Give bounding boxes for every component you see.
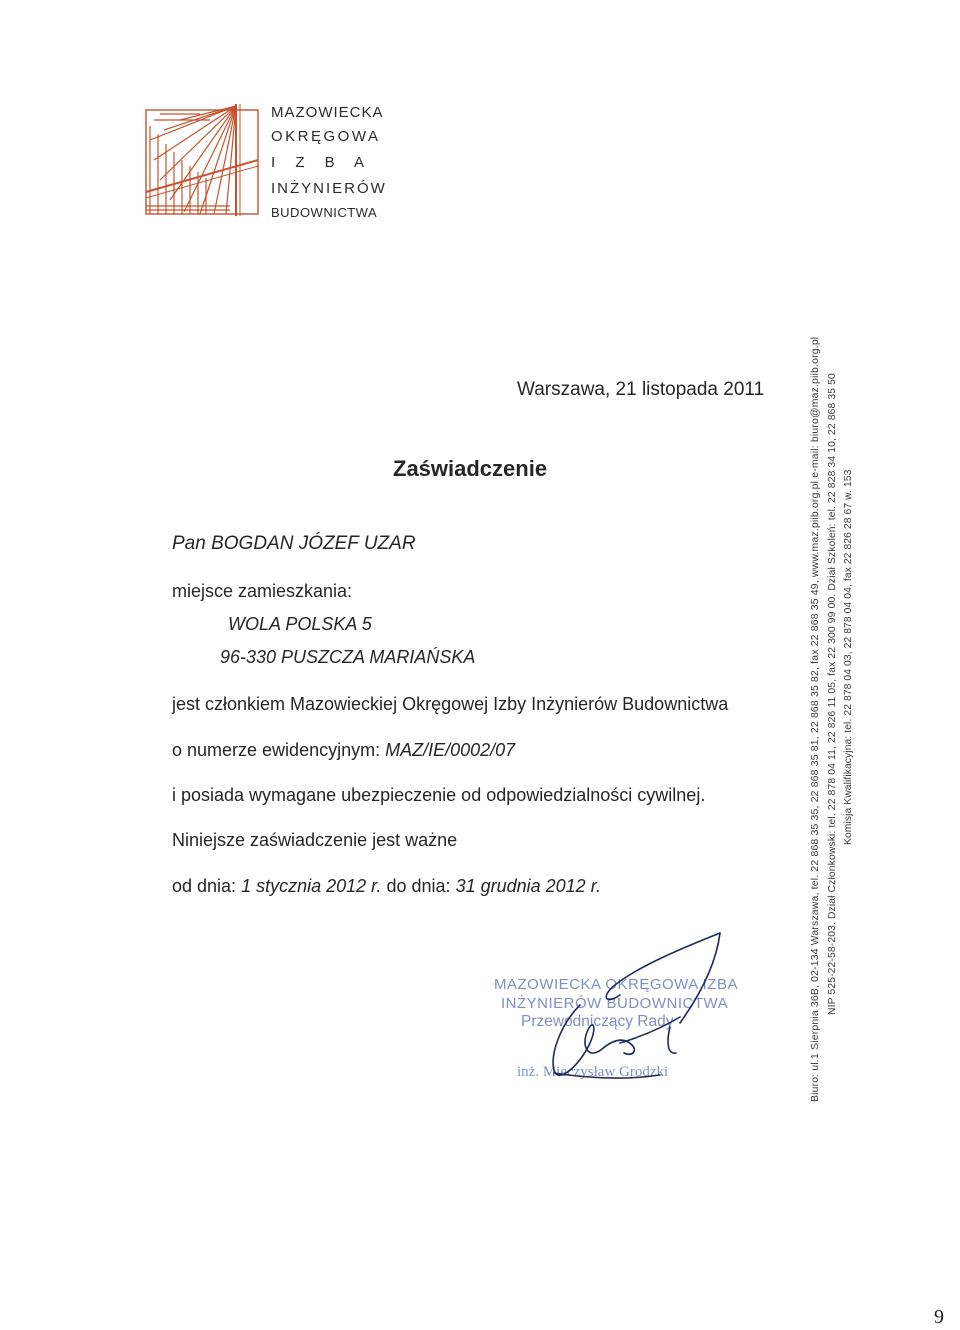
insurance-text: i posiada wymagane ubezpieczenie od odpowiedzialności cywilnej. — [172, 785, 706, 805]
document-title: Zaświadczenie — [393, 456, 548, 481]
from-prefix: od dnia: — [172, 876, 237, 896]
footer-tax-info: NIP 525-22-58-203. Dział Członkowski: tel. 22 878 04 11, 22 826 11 05, fax 22 300 99 00. Dział Szkoleń: tel. 22 828 34 10, 22 868 35 50 — [827, 373, 838, 1015]
to-prefix: do dnia: — [386, 876, 451, 896]
place-date: Warszawa, 21 listopada 2011 — [517, 379, 765, 400]
registration-line — [172, 740, 515, 761]
salutation-prefix: Pan — [172, 533, 206, 554]
registration-prefix: o numerze ewidencyjnym: — [172, 740, 381, 760]
salutation — [172, 533, 416, 555]
to-date: 31 grudnia 2012 r. — [455, 876, 602, 896]
address-line-2: 96-330 PUSZCZA MARIAŃSKA — [220, 647, 476, 667]
person-name: BOGDAN JÓZEF UZAR — [211, 533, 416, 554]
org-name-line-3: I Z B A — [271, 154, 366, 171]
stamp-line-3: Przewodniczący Rady — [521, 1013, 674, 1030]
org-name-line-5: BUDOWNICTWA — [271, 205, 378, 220]
signature-icon — [520, 925, 760, 1095]
bridge-logo-icon — [140, 100, 266, 220]
org-name-line-1: MAZOWIECKA — [271, 104, 384, 121]
from-date: 1 stycznia 2012 r. — [241, 876, 382, 896]
org-name-line-2: OKRĘGOWA — [271, 128, 381, 145]
validity-period — [172, 876, 601, 897]
address-line-1: WOLA POLSKA 5 — [228, 614, 372, 634]
stamp-line-4: inż. Mieczysław Grodzki — [517, 1064, 669, 1080]
registration-number: MAZ/IE/0002/07 — [385, 740, 516, 760]
stamp-line-2: INŻYNIERÓW BUDOWNICTWA — [501, 995, 729, 1012]
footer-office-info: Biuro: ul.1 Sierpnia 36B, 02-134 Warszawa, tel. 22 868 35 35, 22 868 35 81, 22 868 35 82, fax 22 868 35 49, www.maz.piib.org.pl e-mail: biuro@maz.piib.org.pl — [810, 336, 821, 1102]
residence-label: miejsce zamieszkania: — [172, 581, 353, 601]
validity-text: Niniejsze zaświadczenie jest ważne — [172, 830, 458, 850]
membership-text: jest członkiem Mazowieckiej Okręgowej Izby Inżynierów Budownictwa — [172, 694, 729, 714]
stamp-line-1: MAZOWIECKA OKRĘGOWA IZBA — [494, 976, 738, 993]
org-name-line-4: INŻYNIERÓW — [271, 180, 387, 197]
page-number: 9 — [934, 1306, 944, 1328]
footer-commission-info: Komisja Kwalifikacyjna: tel. 22 878 04 03, 22 878 04 04, fax 22 826 28 67 w. 153 — [843, 469, 854, 845]
